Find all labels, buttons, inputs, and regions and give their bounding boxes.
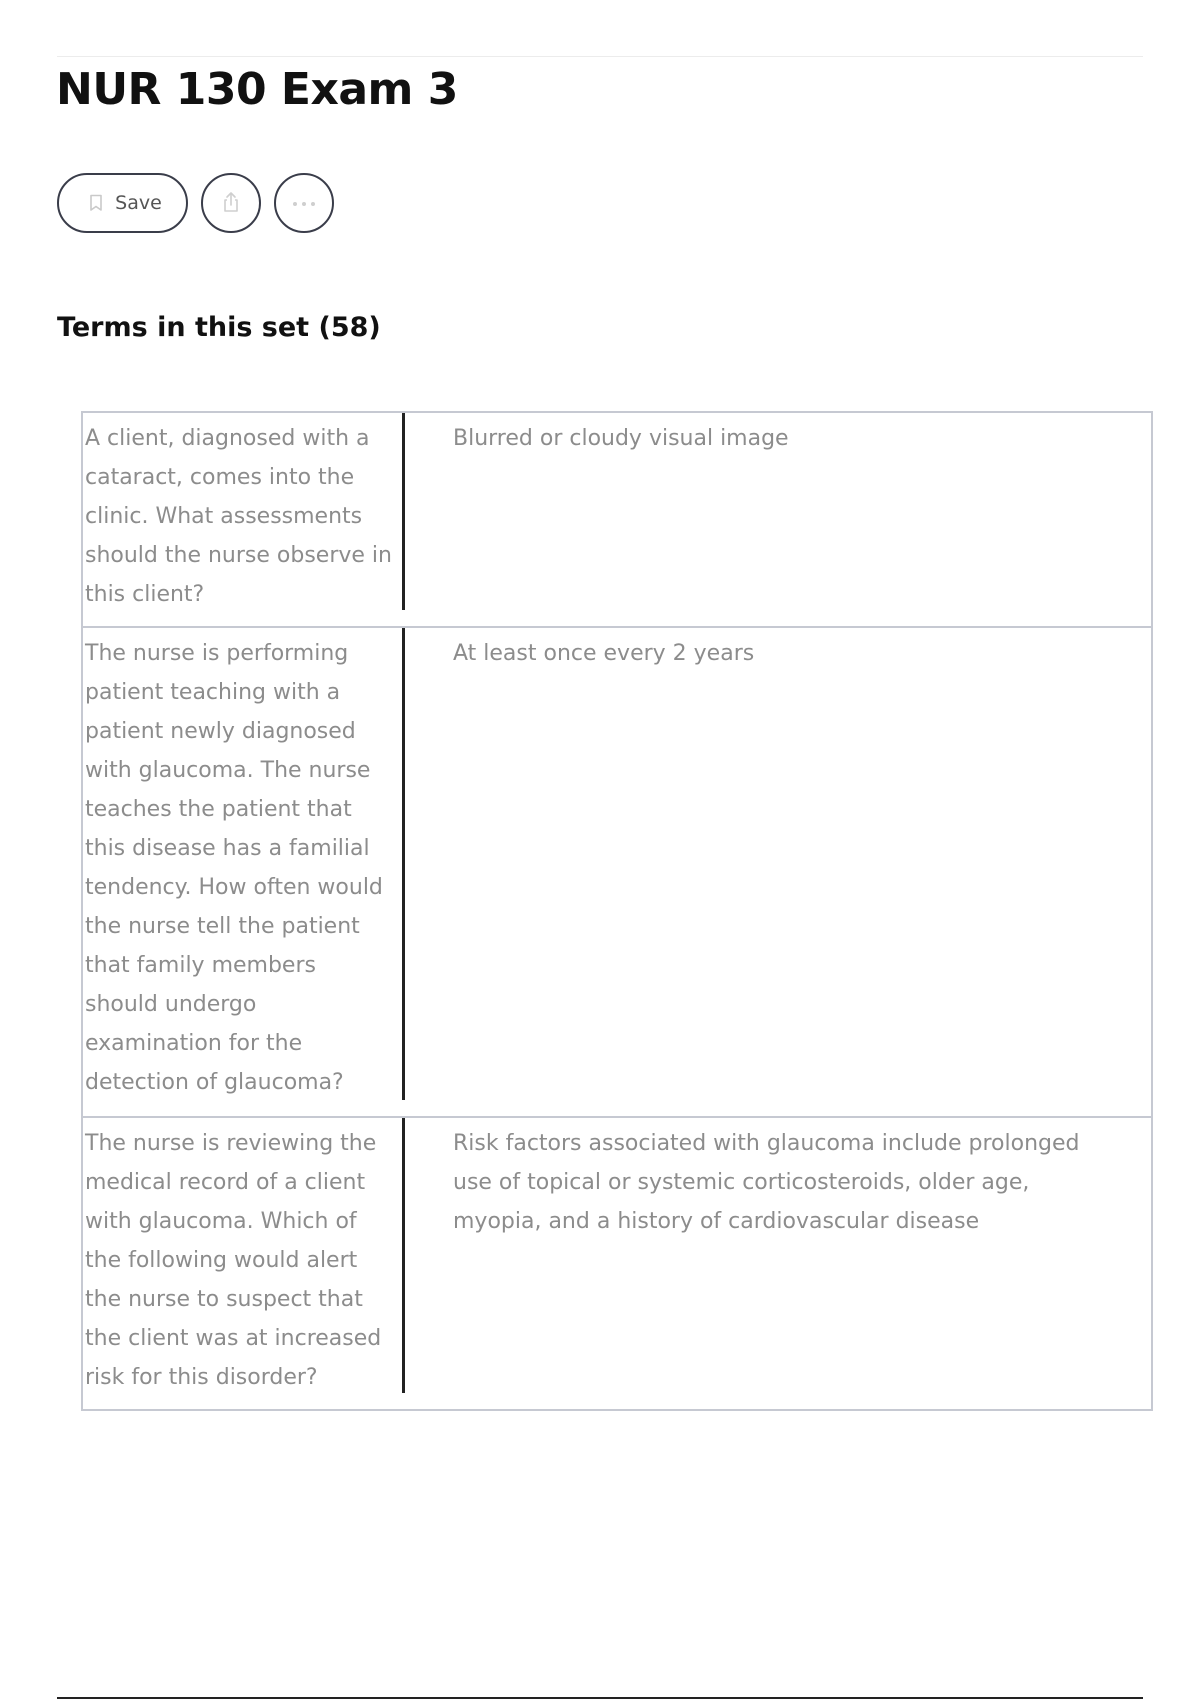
term-question: The nurse is reviewing the medical record of a client with glaucoma. Which of the following would alert the nurse to suspect that the client was at increased risk for this disorder? xyxy=(83,1118,405,1393)
page-title: NUR 130 Exam 3 xyxy=(56,64,458,115)
term-card[interactable] xyxy=(81,626,1153,1118)
term-question: The nurse is performing patient teaching with a patient newly diagnosed with glaucoma. The nurse teaches the patient that this disease has a familial tendency. How often would the nurse tell the patient that family members should undergo examination for the detection of glaucoma? xyxy=(83,628,405,1100)
term-answer: Blurred or cloudy visual image xyxy=(453,426,789,451)
save-button[interactable] xyxy=(57,173,188,233)
top-divider xyxy=(57,56,1143,57)
term-answer: At least once every 2 years xyxy=(453,641,755,666)
terms-heading: Terms in this set (58) xyxy=(57,312,381,343)
term-question: A client, diagnosed with a cataract, comes into the clinic. What assessments should the nurse observe in this client? xyxy=(83,413,405,610)
share-button[interactable] xyxy=(201,173,261,233)
bookmark-icon xyxy=(89,194,103,212)
bottom-divider xyxy=(57,1697,1143,1699)
action-bar xyxy=(57,173,334,233)
more-options-button[interactable] xyxy=(274,173,334,233)
save-button-label: Save xyxy=(115,192,162,214)
share-icon xyxy=(219,190,243,217)
term-card[interactable] xyxy=(81,411,1153,628)
terms-list xyxy=(81,411,1153,1411)
more-dots-icon xyxy=(291,196,317,211)
term-card[interactable] xyxy=(81,1116,1153,1411)
term-answer: Risk factors associated with glaucoma include prolonged use of topical or systemic corticosteroids, older age, myopia, and a history of cardiovascular disease xyxy=(453,1131,1080,1234)
